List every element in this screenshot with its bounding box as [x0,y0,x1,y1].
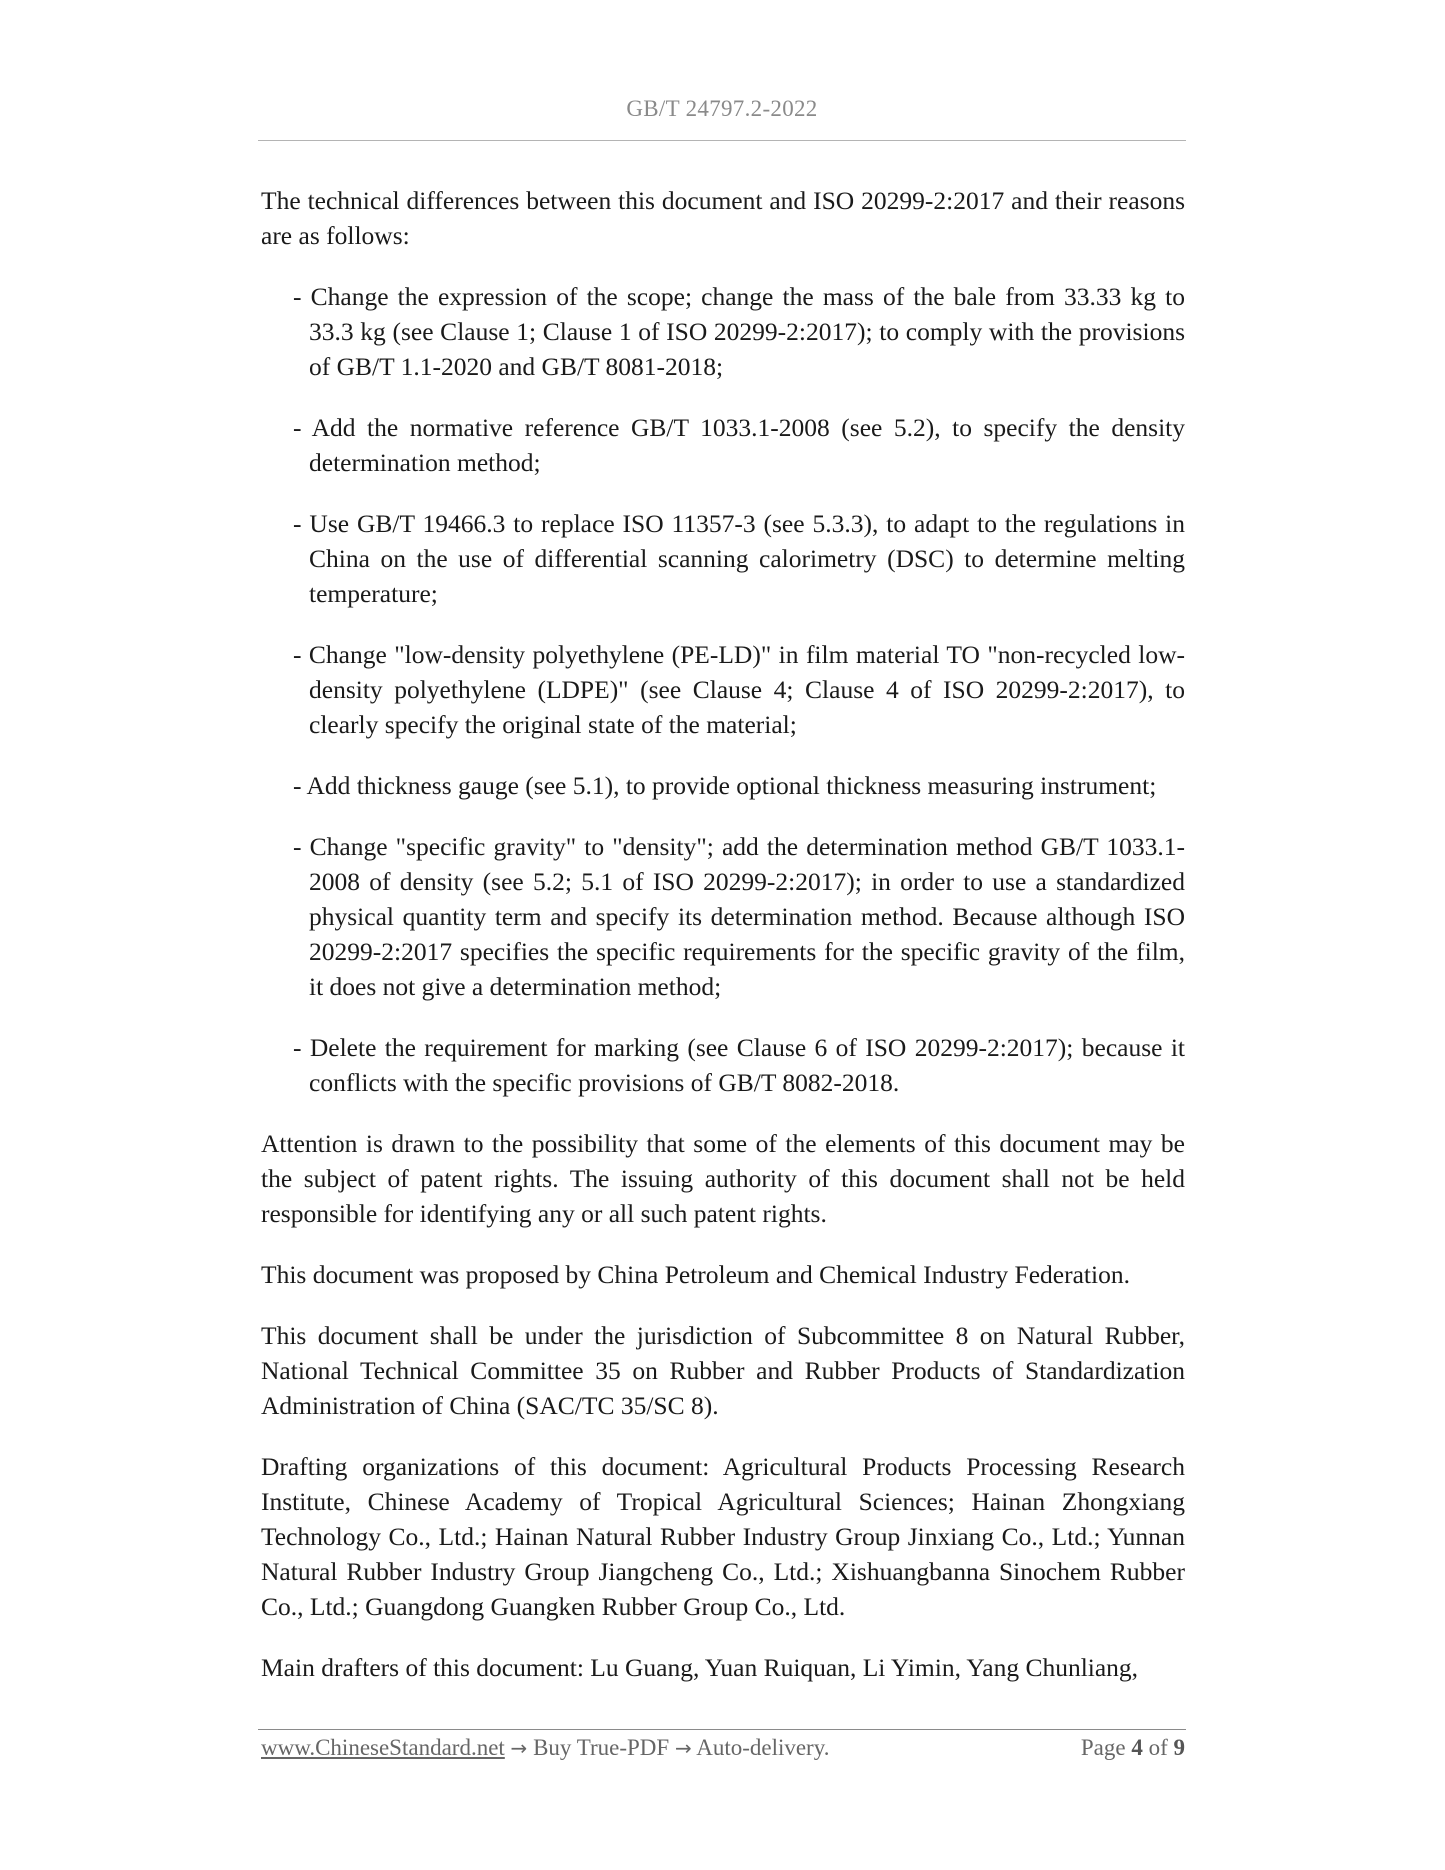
document-code-header: GB/T 24797.2-2022 [626,96,818,121]
buy-true-pdf-text: Buy True-PDF [533,1735,670,1760]
proposed-by: This document was proposed by China Petroleum and Chemical Industry Federation. [261,1260,1130,1289]
main-drafters: Main drafters of this document: Lu Guang, Yuan Ruiquan, Li Yimin, Yang Chunliang, [261,1653,1139,1682]
auto-delivery-text: Auto-delivery. [696,1735,830,1760]
page-current: 4 [1131,1735,1143,1760]
difference-item: - Delete the requirement for marking (see Clause 6 of ISO 20299-2:2017); because it conflicts with the specific provisions of GB/T 8082-2018. [293,1033,1185,1097]
chinesestandard-link[interactable]: www.ChineseStandard.net [261,1735,505,1760]
difference-item: - Add the normative reference GB/T 1033.1-2008 (see 5.2), to specify the density determination method; [293,413,1185,477]
difference-item: - Use GB/T 19466.3 to replace ISO 11357-3 (see 5.3.3), to adapt to the regulations in China on the use of differential scanning calorimetry (DSC) to determine melting temperature; [293,509,1185,608]
footer-divider [258,1729,1186,1730]
page-footer [261,1733,1185,1763]
drafting-organizations: Drafting organizations of this document: Agricultural Products Processing Research Institute, Chinese Academy of Tropical Agricultural Sciences; Hainan Zhongxiang Technology Co., Ltd.; Hainan Natural Rubber Industry Group Jinxiang Co., Ltd.; Yunnan Natural Rubber Industry Group Jiangcheng Co., Ltd.; Xishuangbanna Sinochem Rubber Co., Ltd.; Guangdong Guangken Rubber Group Co., Ltd. [261,1452,1185,1621]
differences-list [261,279,1185,1100]
page-label: Page [1080,1735,1126,1760]
arrow-right-icon: → [510,1736,528,1760]
header-divider [258,140,1186,141]
patent-notice: Attention is drawn to the possibility that some of the elements of this document may be the subject of patent rights. The issuing authority of this document shall not be held responsible for identifying any or all such patent rights. [261,1129,1185,1228]
page-of-label: of [1148,1735,1168,1760]
footer-links [261,1733,829,1763]
document-body [261,183,1185,1711]
differences-intro: The technical differences between this document and ISO 20299-2:2017 and their reasons are as follows: [261,186,1185,250]
difference-item: - Change "specific gravity" to "density"; add the determination method GB/T 1033.1-2008 of density (see 5.2; 5.1 of ISO 20299-2:2017); in order to use a standardized physical quantity term and specify its determination method. Because although ISO 20299-2:2017 specifies the specific requirements for the specific gravity of the film, it does not give a determination method; [293,832,1185,1001]
page-indicator [1081,1733,1185,1763]
difference-item: - Add thickness gauge (see 5.1), to provide optional thickness measuring instrument; [293,771,1157,800]
difference-item: - Change "low-density polyethylene (PE-LD)" in film material TO "non-recycled low-density polyethylene (LDPE)" (see Clause 4; Clause 4 of ISO 20299-2:2017), to clearly specify the original state of the material; [293,640,1185,739]
page-total: 9 [1173,1735,1185,1760]
difference-item: - Change the expression of the scope; change the mass of the bale from 33.33 kg to 33.3 kg (see Clause 1; Clause 1 of ISO 20299-2:2017); to comply with the provisions of GB/T 1.1-2020 and GB/T 8081-2018; [293,282,1185,381]
arrow-right-icon: → [674,1736,692,1760]
jurisdiction: This document shall be under the jurisdiction of Subcommittee 8 on Natural Rubber, National Technical Committee 35 on Rubber and Rubber Products of Standardization Administration of China (SAC/TC 35/SC 8). [261,1321,1185,1420]
